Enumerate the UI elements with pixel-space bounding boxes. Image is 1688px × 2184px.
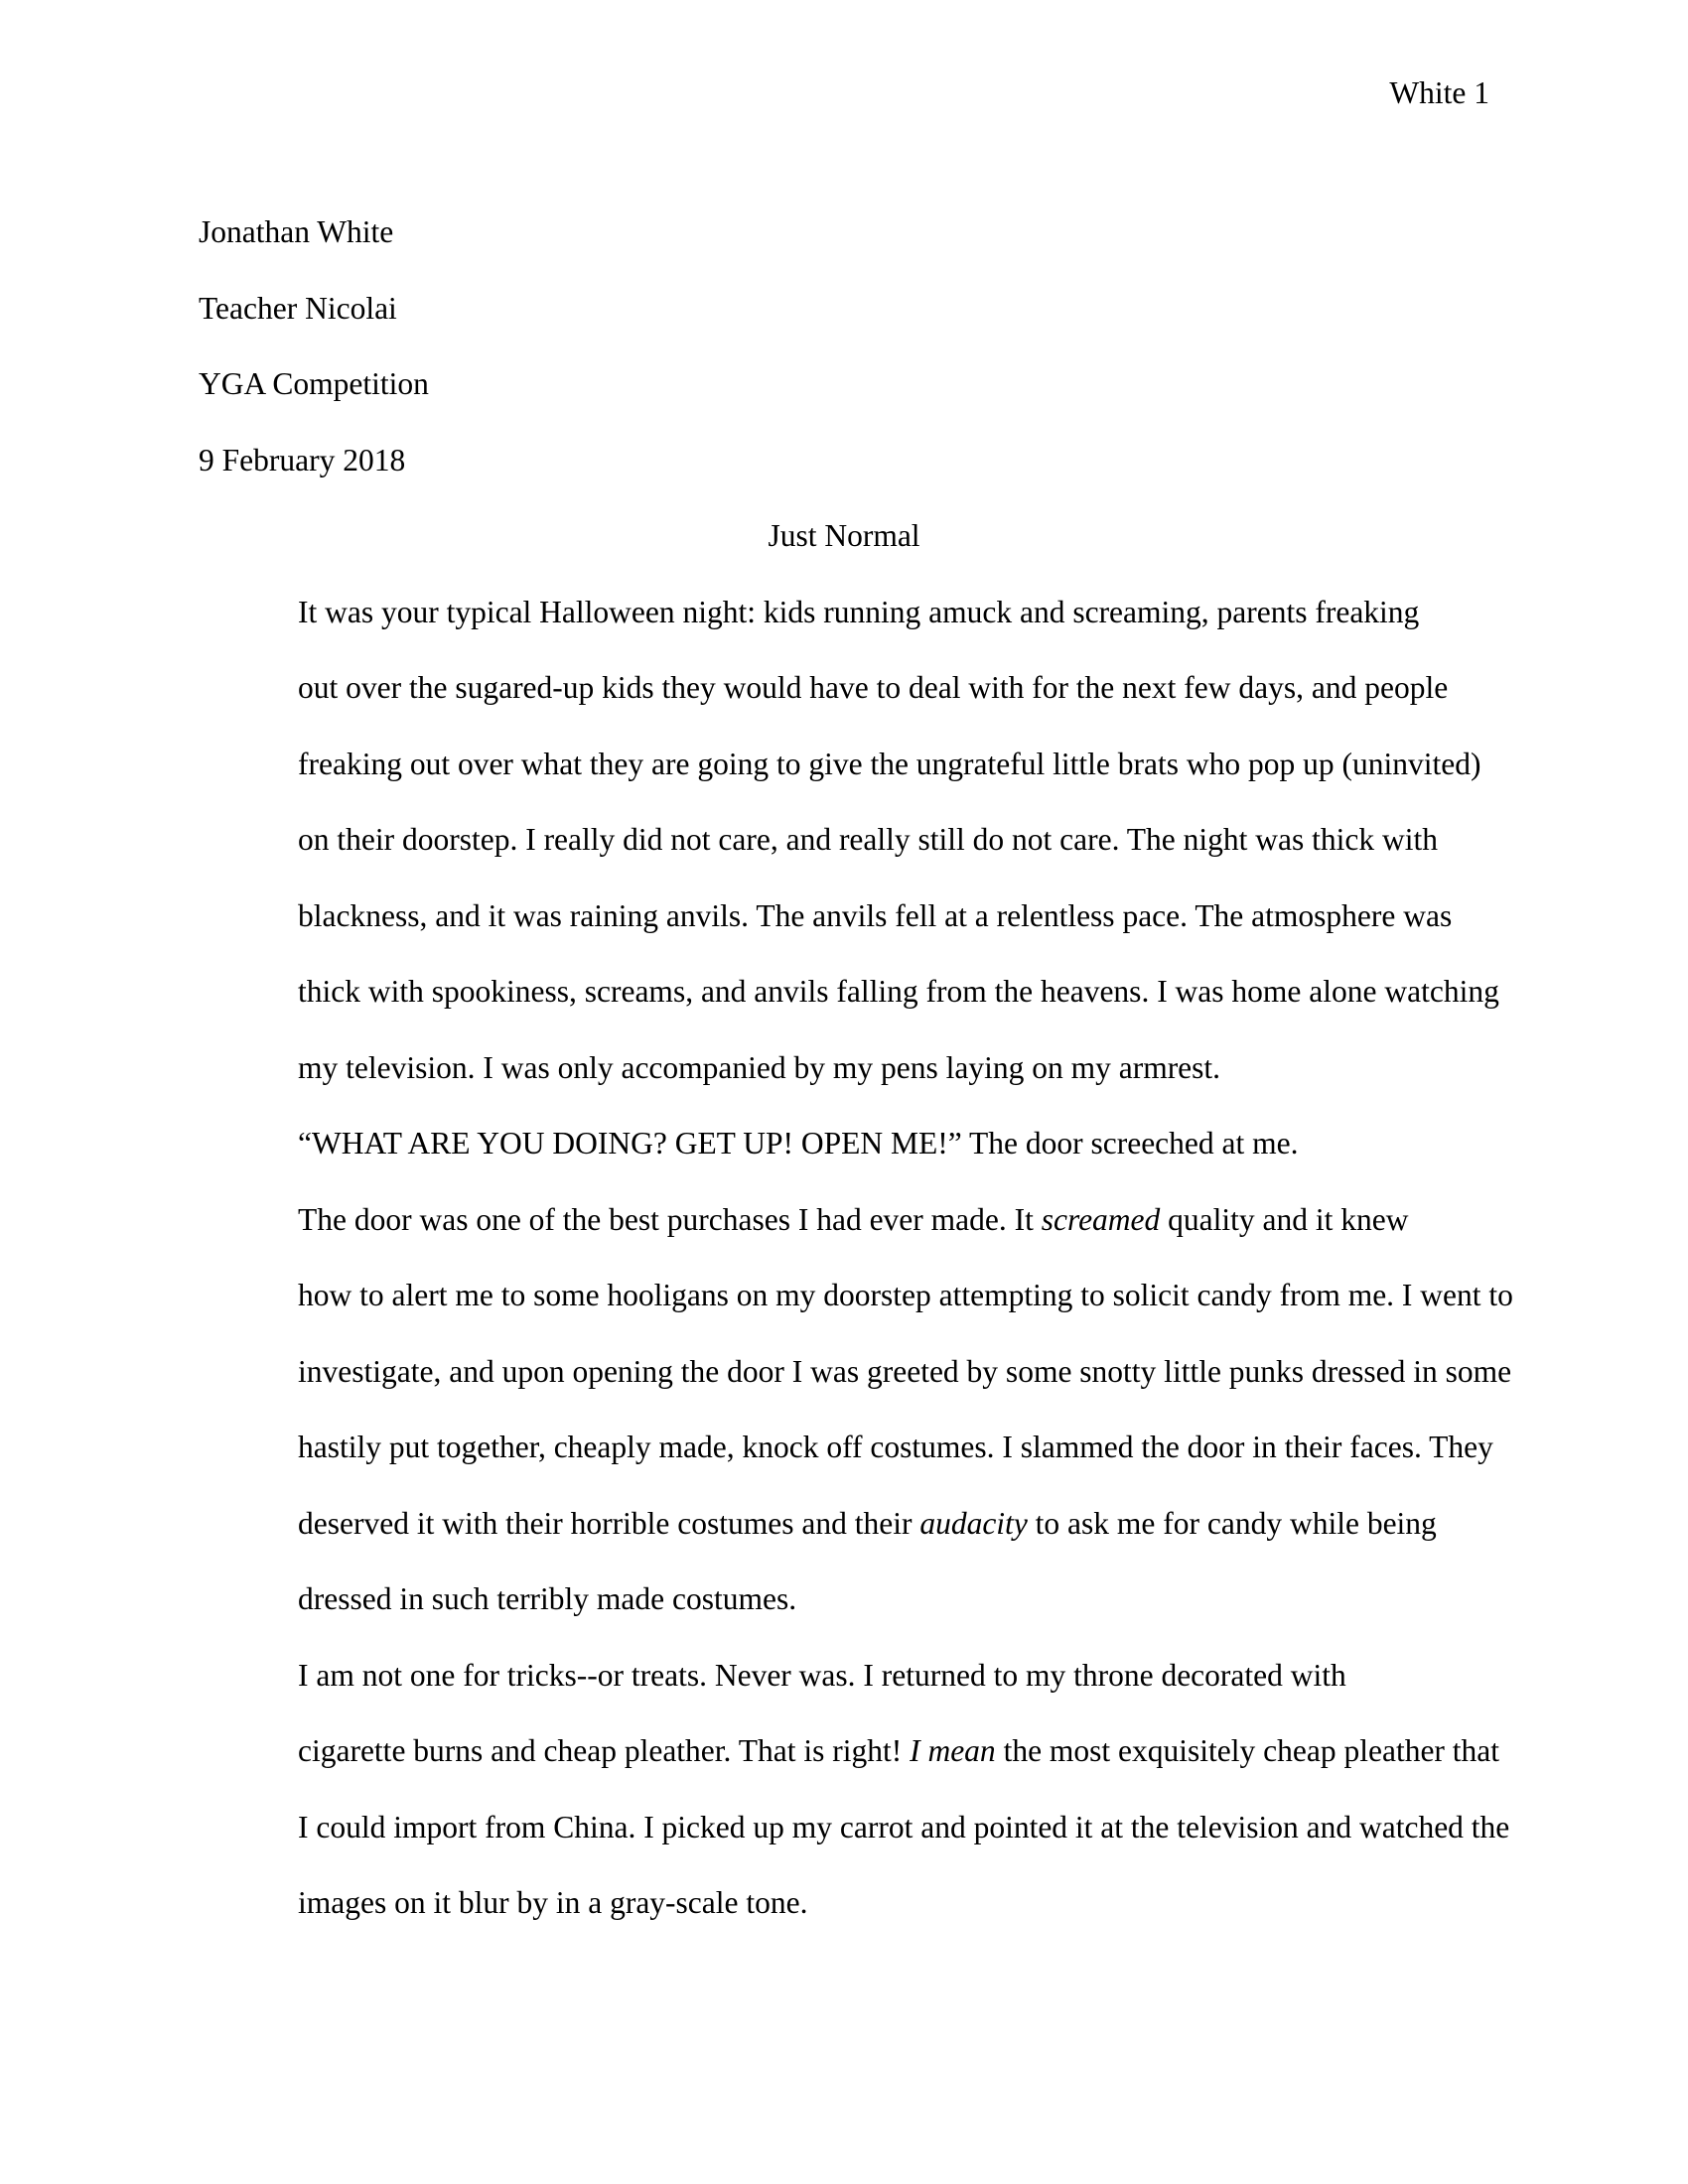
paragraph-line [199, 1410, 1493, 1486]
paragraph-line [199, 1182, 1489, 1259]
text-run: The door was one of the best purchases I had ever made. It [298, 1201, 1042, 1237]
paragraph-line [199, 1790, 1510, 1866]
text-run: the most exquisitely cheap pleather that [995, 1733, 1500, 1768]
paragraph-line [199, 1106, 1489, 1182]
submission-date: 9 February 2018 [199, 442, 406, 478]
paragraph-line [199, 1865, 1489, 1942]
body-paragraph [199, 575, 1499, 1107]
text-run: how to alert me to some hooligans on my doorstep attempting to solicit candy from me. I went to [298, 1278, 1513, 1312]
paragraph-line [199, 575, 1489, 651]
course-name: YGA Competition [199, 366, 429, 401]
body-paragraph [199, 1182, 1513, 1638]
text-run: quality and it knew [1160, 1201, 1409, 1237]
paragraph-line [199, 1638, 1489, 1714]
body-text [199, 195, 1513, 1942]
paragraph-line [199, 1030, 1489, 1107]
text-run: thick with spookiness, screams, and anvils falling from the heavens. I was home alone watching [298, 974, 1499, 1009]
text-run: freaking out over what they are going to give the ungrateful little brats who pop up (uninvited) [298, 746, 1481, 781]
text-run: blackness, and it was raining anvils. The anvils fell at a relentless pace. The atmosphere was [298, 897, 1453, 933]
text-run: hastily put together, cheaply made, knock off costumes. I slammed the door in their faces. They [298, 1430, 1493, 1464]
essay-body [199, 575, 1513, 1942]
essay-title: Just Normal [768, 518, 920, 553]
text-run: deserved it with their horrible costumes and their [298, 1505, 920, 1541]
text-run: on their doorstep. I really did not care, and really still do not care. The night was thick with [298, 822, 1438, 857]
text-run: out over the sugared-up kids they would have to deal with for the next few days, and people [298, 670, 1449, 705]
text-run: I am not one for tricks--or treats. Never was. I returned to my throne decorated with [298, 1657, 1346, 1693]
author-name: Jonathan White [199, 214, 394, 249]
text-run: I could import from China. I picked up my carrot and pointed it at the television and watched the [298, 1809, 1510, 1844]
text-run: investigate, and upon opening the door I was greeted by some snotty little punks dressed in some [298, 1353, 1512, 1389]
italic-emphasis: audacity [919, 1505, 1028, 1541]
paragraph-line [199, 954, 1499, 1030]
paragraph-line [199, 1713, 1500, 1790]
text-run: “WHAT ARE YOU DOING? GET UP! OPEN ME!” The door screeched at me. [298, 1126, 1299, 1160]
paragraph-line [199, 727, 1489, 803]
paragraph-line [199, 650, 1489, 727]
text-run: It was your typical Halloween night: kids running amuck and screaming, parents freaking [298, 594, 1420, 629]
text-run: dressed in such terribly made costumes. [298, 1581, 797, 1616]
paragraph-line [199, 802, 1489, 879]
body-paragraph [199, 1638, 1510, 1942]
text-run: cigarette burns and cheap pleather. That is right! [298, 1733, 911, 1768]
paragraph-line [199, 1258, 1513, 1334]
paragraph-line [199, 879, 1489, 955]
text-run: my television. I was only accompanied by my pens laying on my armrest. [298, 1049, 1221, 1085]
paragraph-line [199, 1562, 1489, 1638]
instructor-name: Teacher Nicolai [199, 290, 397, 326]
body-paragraph [199, 1106, 1489, 1182]
italic-emphasis: I mean [910, 1733, 996, 1768]
running-head: White 1 [1389, 75, 1489, 110]
paragraph-line [199, 1486, 1489, 1563]
italic-emphasis: screamed [1041, 1201, 1161, 1237]
text-run: to ask me for candy while being [1027, 1505, 1437, 1541]
text-run: images on it blur by in a gray-scale tone. [298, 1885, 808, 1920]
paragraph-line [199, 1334, 1512, 1411]
